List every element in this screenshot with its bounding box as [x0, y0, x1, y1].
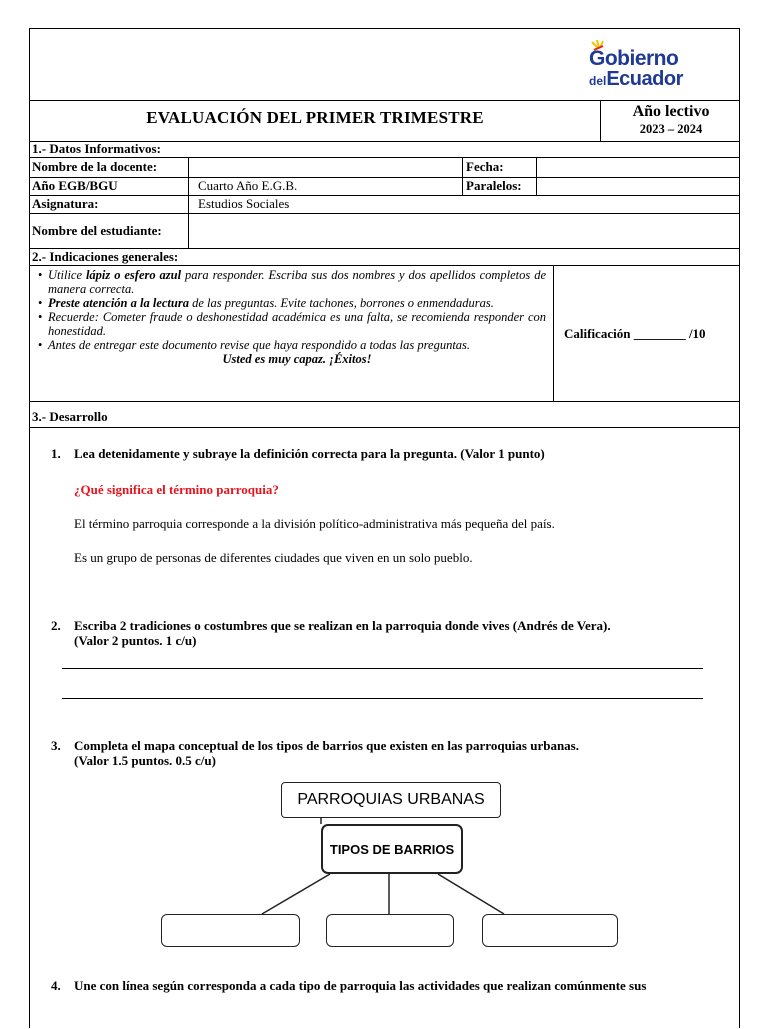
question-4: 4. Une con línea según corresponda a cada tipo de parroquia las actividades que realizan comúnmente sus — [51, 978, 647, 993]
asignatura-label: Asignatura: — [32, 196, 99, 211]
question-1-prompt: ¿Qué significa el término parroquia? — [74, 482, 279, 497]
asignatura-value: Estudios Sociales — [198, 196, 290, 211]
question-3: 3. Completa el mapa conceptual de los tipos de barrios que existen en las parroquias urbanas. (Valor 1.5 puntos. 0.5 c/u) — [51, 738, 579, 768]
concept-map-connectors — [30, 29, 741, 1029]
anio-lectivo-label: Año lectivo — [632, 103, 710, 120]
question-2: 2. Escriba 2 tradiciones o costumbres que se realizan en la parroquia donde vives (Andrés de Vera). (Valor 2 puntos. 1 c/u) — [51, 618, 611, 648]
calificacion-blank[interactable]: ________ — [633, 326, 686, 341]
indicacion-item-4: • Antes de entregar este documento revise que haya respondido a todas las preguntas. — [38, 338, 546, 352]
section-datos-title: 1.- Datos Informativos: — [32, 141, 161, 156]
concept-map-leaf-2[interactable] — [326, 914, 454, 947]
logo-del: del — [589, 74, 607, 88]
estudiante-label: Nombre del estudiante: — [32, 223, 162, 238]
docente-label: Nombre de la docente: — [32, 159, 158, 174]
concept-map-leaf-1[interactable] — [161, 914, 300, 947]
question-1: 1. Lea detenidamente y subraye la definición correcta para la pregunta. (Valor 1 punto) — [51, 446, 545, 461]
concept-map-middle: TIPOS DE BARRIOS — [321, 824, 463, 874]
anio-egb-label: Año EGB/BGU — [32, 178, 118, 193]
logo-text-gobierno: Gobierno — [589, 47, 679, 70]
section-indicaciones-title: 2.- Indicaciones generales: — [32, 249, 179, 264]
calificacion-label: Calificación ________ /10 — [564, 326, 706, 341]
indicacion-item-3: • Recuerde: Cometer fraude o deshonestidad académica es una falta, se recomienda responder con honestidad. — [38, 310, 546, 338]
concept-map-root: PARROQUIAS URBANAS — [281, 782, 501, 818]
exam-document — [29, 28, 740, 1028]
fecha-label: Fecha: — [466, 159, 504, 174]
anio-egb-value: Cuarto Año E.G.B. — [198, 178, 298, 193]
anio-lectivo-value: 2023 – 2024 — [639, 122, 703, 136]
exam-title: EVALUACIÓN DEL PRIMER TRIMESTRE — [146, 108, 484, 127]
paralelos-label: Paralelos: — [466, 178, 522, 193]
indicacion-item-2: • Preste atención a la lectura de las preguntas. Evite tachones, borrones o enmendaduras. — [38, 296, 546, 310]
section-desarrollo-title: 3.- Desarrollo — [32, 409, 108, 424]
question-1-option-2[interactable]: Es un grupo de personas de diferentes ciudades que viven en un solo pueblo. — [74, 550, 473, 565]
indicaciones-closing: Usted es muy capaz. ¡Éxitos! — [222, 352, 372, 366]
question-1-option-1[interactable]: El término parroquia corresponde a la división político-administrativa más pequeña del país. — [74, 516, 555, 531]
indicacion-item-1: • Utilice lápiz o esfero azul para responder. Escriba sus dos nombres y dos apellidos completos de manera correcta. — [38, 268, 546, 296]
logo-ecuador: Ecuador — [606, 68, 683, 90]
concept-map-leaf-3[interactable] — [482, 914, 618, 947]
